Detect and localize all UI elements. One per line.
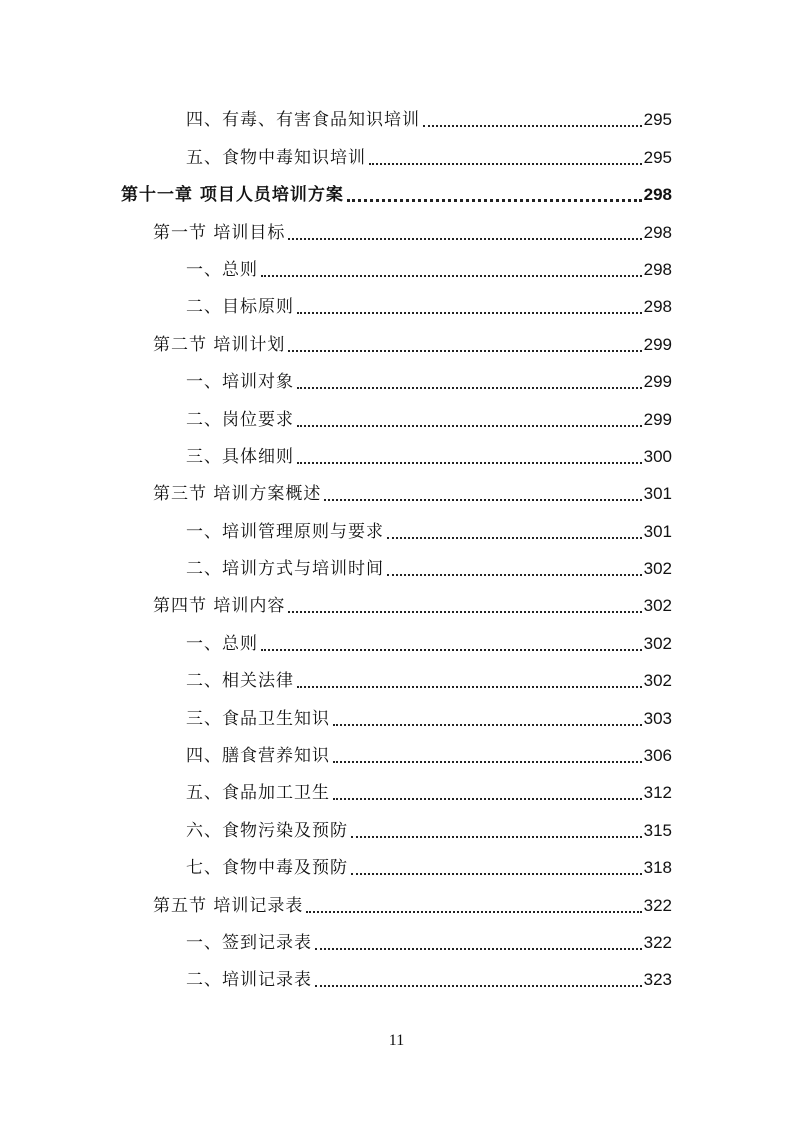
dot-leader <box>261 649 642 651</box>
toc-entry-page: 302 <box>643 596 672 616</box>
toc-entry[interactable] <box>0 101 793 138</box>
toc-entry-page: 301 <box>643 484 672 504</box>
dot-leader <box>387 574 642 576</box>
toc-entry-label: 第一节 培训目标 <box>153 222 286 243</box>
toc-entry-label: 三、具体细则 <box>186 446 294 467</box>
dot-leader <box>333 798 642 800</box>
toc-entry-label: 二、岗位要求 <box>186 409 294 430</box>
toc-entry-label: 二、相关法律 <box>186 671 294 692</box>
toc-entry-label: 二、目标原则 <box>186 297 294 318</box>
dot-leader <box>306 911 641 913</box>
dot-leader <box>297 425 642 427</box>
toc-entry-page: 312 <box>643 783 672 803</box>
toc-entry-label: 一、培训对象 <box>186 372 294 393</box>
toc-entry-label: 七、食物中毒及预防 <box>186 858 348 879</box>
toc-entry[interactable] <box>0 924 793 961</box>
toc-entry-label: 一、总则 <box>186 259 258 280</box>
toc-entry-page: 302 <box>643 633 672 653</box>
toc-entry-label: 第五节 培训记录表 <box>153 895 304 916</box>
toc-entry-page: 306 <box>643 746 672 766</box>
toc-entry[interactable] <box>0 438 793 475</box>
toc-entry[interactable] <box>0 774 793 811</box>
dot-leader <box>324 499 641 501</box>
toc-entry-page: 322 <box>643 932 672 952</box>
toc-entry-page: 298 <box>643 297 672 317</box>
toc-entry-page: 298 <box>643 259 672 279</box>
dot-leader <box>297 462 642 464</box>
toc-entry[interactable] <box>0 961 793 998</box>
toc-entry-label: 五、食品加工卫生 <box>186 783 330 804</box>
toc-entry[interactable] <box>0 550 793 587</box>
toc-entry[interactable] <box>0 699 793 736</box>
toc-entry-page: 295 <box>643 110 672 130</box>
toc-entry-page: 302 <box>643 671 672 691</box>
toc-section-entry[interactable] <box>0 325 793 362</box>
toc-entry-label: 一、签到记录表 <box>186 932 312 953</box>
toc-entry-page: 323 <box>643 970 672 990</box>
toc-entry-page: 302 <box>643 559 672 579</box>
toc-entry-label: 第三节 培训方案概述 <box>153 484 322 505</box>
toc-entry-page: 315 <box>643 820 672 840</box>
toc-entry-page: 322 <box>643 895 672 915</box>
dot-leader <box>333 724 642 726</box>
page-number: 11 <box>388 1032 405 1049</box>
dot-leader <box>423 125 642 127</box>
toc-entry-page: 299 <box>643 334 672 354</box>
toc-entry-label: 四、有毒、有害食品知识培训 <box>186 110 420 131</box>
toc-entry-page: 301 <box>643 521 672 541</box>
dot-leader <box>297 312 642 314</box>
table-of-contents <box>0 101 793 998</box>
toc-entry[interactable] <box>0 849 793 886</box>
toc-entry-page: 298 <box>643 222 672 242</box>
toc-entry-page: 299 <box>643 409 672 429</box>
dot-leader <box>369 163 642 165</box>
dot-leader <box>315 985 642 987</box>
toc-entry[interactable] <box>0 811 793 848</box>
toc-entry-label: 一、总则 <box>186 633 258 654</box>
toc-entry[interactable] <box>0 363 793 400</box>
toc-entry-page: 295 <box>643 147 672 167</box>
toc-entry[interactable] <box>0 662 793 699</box>
dot-leader <box>297 387 642 389</box>
toc-entry-label: 第四节 培训内容 <box>153 596 286 617</box>
toc-entry[interactable] <box>0 400 793 437</box>
toc-entry-page: 303 <box>643 708 672 728</box>
toc-entry-label: 一、培训管理原则与要求 <box>186 521 384 542</box>
dot-leader <box>351 873 642 875</box>
toc-entry[interactable] <box>0 737 793 774</box>
toc-entry-label: 二、培训方式与培训时间 <box>186 559 384 580</box>
toc-entry[interactable] <box>0 251 793 288</box>
toc-entry-label: 三、食品卫生知识 <box>186 708 330 729</box>
dot-leader <box>297 686 642 688</box>
toc-entry-label: 第二节 培训计划 <box>153 334 286 355</box>
toc-chapter-entry[interactable] <box>0 176 793 213</box>
toc-entry-page: 298 <box>643 185 672 205</box>
toc-section-entry[interactable] <box>0 213 793 250</box>
dot-leader <box>351 836 642 838</box>
dot-leader <box>347 199 642 202</box>
toc-entry-page: 300 <box>643 446 672 466</box>
dot-leader <box>387 537 642 539</box>
toc-entry-label: 五、食物中毒知识培训 <box>186 147 366 168</box>
toc-entry[interactable] <box>0 138 793 175</box>
toc-entry[interactable] <box>0 512 793 549</box>
toc-entry[interactable] <box>0 624 793 661</box>
toc-entry-label: 第十一章 项目人员培训方案 <box>121 185 344 206</box>
toc-entry-page: 318 <box>643 858 672 878</box>
toc-entry-label: 四、膳食营养知识 <box>186 746 330 767</box>
toc-entry-page: 299 <box>643 372 672 392</box>
dot-leader <box>261 275 642 277</box>
toc-section-entry[interactable] <box>0 475 793 512</box>
dot-leader <box>288 611 641 613</box>
toc-entry-label: 二、培训记录表 <box>186 970 312 991</box>
dot-leader <box>333 761 642 763</box>
dot-leader <box>288 238 641 240</box>
dot-leader <box>315 948 642 950</box>
toc-section-entry[interactable] <box>0 587 793 624</box>
toc-section-entry[interactable] <box>0 886 793 923</box>
toc-entry-label: 六、食物污染及预防 <box>186 820 348 841</box>
dot-leader <box>288 350 641 352</box>
toc-entry[interactable] <box>0 288 793 325</box>
